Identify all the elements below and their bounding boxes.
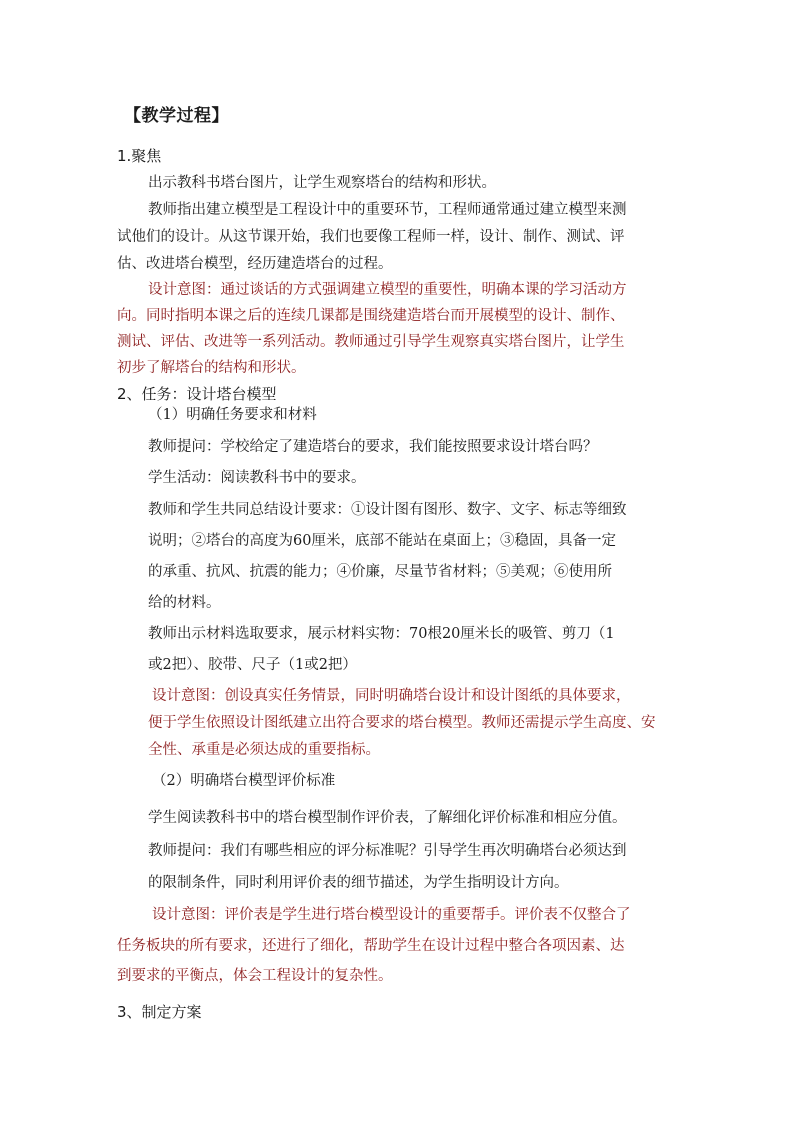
paragraph: 教师提问：学校给定了建造塔台的要求，我们能按照要求设计塔台吗？ <box>148 439 598 455</box>
design-intent-line: 设计意图：评价表是学生进行塔台模型设计的重要帮手。评价表不仅整合了 <box>152 907 631 923</box>
design-intent-line: 全性、承重是必须达成的重要指标。 <box>148 742 380 758</box>
paragraph-line: 说明；②塔台的高度为60厘米，底部不能站在桌面上；③稳固，具备一定 <box>148 533 616 549</box>
paragraph-line: 给的材料。 <box>148 595 221 611</box>
section-title-task: 2、任务：设计塔台模型 <box>117 385 277 403</box>
design-intent-line: 设计意图：创设真实任务情景，同时明确塔台设计和设计图纸的具体要求， <box>152 688 631 704</box>
subsection-title: （1）明确任务要求和材料 <box>148 407 317 423</box>
paragraph: 出示教科书塔台图片，让学生观察塔台的结构和形状。 <box>148 175 496 191</box>
design-intent-line: 到要求的平衡点，体会工程设计的复杂性。 <box>117 968 393 984</box>
section-heading-teaching-process: 【教学过程】 <box>124 106 229 126</box>
paragraph-line: 教师出示材料选取要求，展示材料实物：70根20厘米长的吸管、剪刀（1 <box>148 626 615 642</box>
subsection-title: （2）明确塔台模型评价标准 <box>152 773 336 789</box>
paragraph-line: 或2把）、胶带、尺子（1或2把） <box>148 657 357 673</box>
paragraph-line: 的承重、抗风、抗震的能力；④价廉，尽量节省材料；⑤美观；⑥使用所 <box>148 564 612 580</box>
paragraph: 学生阅读教科书中的塔台模型制作评价表，了解细化评价标准和相应分值。 <box>148 810 627 826</box>
design-intent-line: 初步了解塔台的结构和形状。 <box>117 360 306 376</box>
design-intent-line: 向。同时指明本课之后的连续几课都是围绕建造塔台而开展模型的设计、制作、 <box>117 308 625 324</box>
design-intent-line: 便于学生依照设计图纸建立出符合要求的塔台模型。教师还需提示学生高度、安 <box>148 715 656 731</box>
paragraph-line: 教师提问：我们有哪些相应的评分标准呢？引导学生再次明确塔台必须达到 <box>148 843 627 859</box>
paragraph: 学生活动：阅读教科书中的要求。 <box>148 470 366 486</box>
design-intent-line: 设计意图：通过谈话的方式强调建立模型的重要性，明确本课的学习活动方 <box>148 282 627 298</box>
section-title-plan: 3、制定方案 <box>117 1003 202 1021</box>
paragraph-line: 教师和学生共同总结设计要求：①设计图有图形、数字、文字、标志等细致 <box>148 502 627 518</box>
paragraph-line: 试他们的设计。从这节课开始，我们也要像工程师一样，设计、制作、测试、评 <box>117 229 625 245</box>
section-title-focus: 1.聚焦 <box>117 147 162 165</box>
paragraph-line: 教师指出建立模型是工程设计中的重要环节，工程师通常通过建立模型来测 <box>148 202 627 218</box>
paragraph-line: 估、改进塔台模型，经历建造塔台的过程。 <box>117 256 393 272</box>
paragraph-line: 的限制条件，同时利用评价表的细节描述，为学生指明设计方向。 <box>148 875 569 891</box>
design-intent-line: 测试、评估、改进等一系列活动。教师通过引导学生观察真实塔台图片，让学生 <box>117 334 625 350</box>
design-intent-line: 任务板块的所有要求，还进行了细化，帮助学生在设计过程中整合各项因素、达 <box>117 938 625 954</box>
